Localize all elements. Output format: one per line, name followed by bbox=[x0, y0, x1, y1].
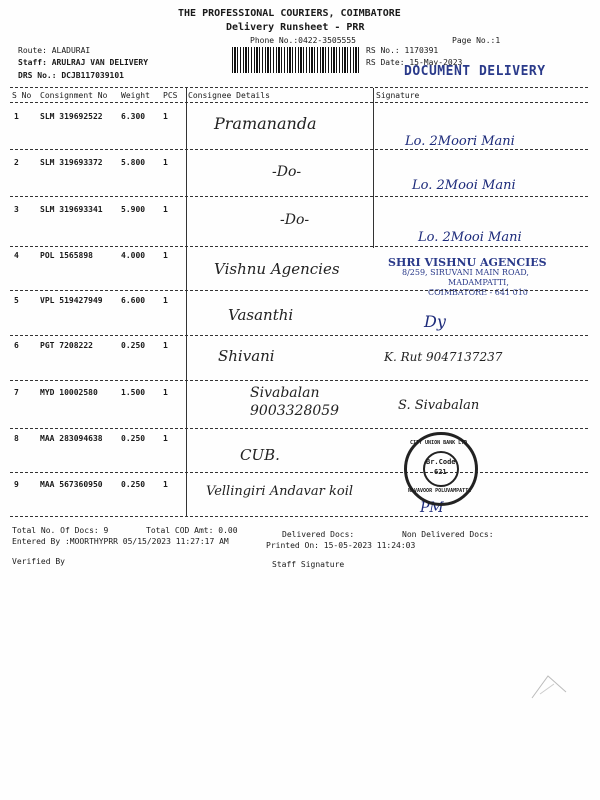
row-pcs: 1 bbox=[163, 434, 168, 443]
agency-stamp-address2: MADAMPATTI, bbox=[448, 278, 509, 287]
total-docs: Total No. Of Docs: 9 bbox=[12, 526, 109, 535]
rs-date: RS Date: 15-May-2023 bbox=[366, 58, 463, 67]
row-pcs: 1 bbox=[163, 388, 168, 397]
row-signature: K. Rut 9047137237 bbox=[384, 350, 503, 364]
total-cod: Total COD Amt: 0.00 bbox=[146, 526, 238, 535]
row-consignee: Vasanthi bbox=[228, 306, 294, 324]
row-pcs: 1 bbox=[163, 205, 168, 214]
phone-number: Phone No.:0422-3505555 bbox=[250, 36, 356, 45]
row-consignee: Vishnu Agencies bbox=[214, 260, 340, 278]
row-consignee: -Do- bbox=[280, 212, 310, 228]
row-consignment: MYD 10002580 bbox=[40, 388, 98, 397]
row-sno: 3 bbox=[14, 205, 19, 214]
row-signature: Lo. 2Moori Mani bbox=[405, 134, 515, 149]
row-weight: 6.300 bbox=[121, 112, 146, 121]
row-consignee: Pramananda bbox=[214, 114, 317, 133]
company-name: THE PROFESSIONAL COURIERS, COIMBATORE bbox=[178, 8, 401, 19]
printed-on: Printed On: 15-05-2023 11:24:03 bbox=[266, 541, 416, 550]
seal-bottom-text: NAVAVOOR POLUVAMPATTI bbox=[408, 488, 472, 494]
col-sno: S No bbox=[12, 91, 32, 100]
row-sno: 8 bbox=[14, 434, 19, 443]
drs-number: DRS No.: DCJB117039101 bbox=[18, 71, 124, 80]
row-weight: 6.600 bbox=[121, 296, 146, 305]
row-sno: 9 bbox=[14, 480, 19, 489]
seal-top-text: CITY UNION BANK LTD bbox=[410, 440, 468, 446]
col-consignee: Consignee Details bbox=[188, 91, 270, 100]
row-consignment: SLM 319693341 bbox=[40, 205, 103, 214]
row-pcs: 1 bbox=[163, 341, 168, 350]
route: Route: ALADURAI bbox=[18, 46, 91, 55]
row-weight: 0.250 bbox=[121, 434, 146, 443]
col-weight: Weight bbox=[121, 91, 150, 100]
row-consignment: SLM 319693372 bbox=[40, 158, 103, 167]
col-pcs: PCS bbox=[163, 91, 178, 100]
staff-signature: Staff Signature bbox=[272, 560, 345, 569]
col-consignment: Consignment No bbox=[40, 91, 108, 100]
row-signature: Lo. 2Mooi Mani bbox=[418, 230, 522, 245]
row-pcs: 1 bbox=[163, 112, 168, 121]
agency-stamp-address1: 8/259, SIRUVANI MAIN ROAD, bbox=[402, 268, 529, 277]
page-number: Page No.:1 bbox=[452, 36, 501, 45]
row-pcs: 1 bbox=[163, 296, 168, 305]
seal-branch-code: 621 bbox=[434, 468, 447, 476]
row-sno: 5 bbox=[14, 296, 19, 305]
row-consignment: POL 1565898 bbox=[40, 251, 93, 260]
row-pcs: 1 bbox=[163, 158, 168, 167]
row-signature: Lo. 2Mooi Mani bbox=[412, 178, 516, 193]
row-sno: 4 bbox=[14, 251, 19, 260]
row-consignee: Sivabalan 9003328059 bbox=[250, 385, 340, 419]
delivered-docs: Delivered Docs: bbox=[282, 530, 355, 539]
row-consignee: Vellingiri Andavar koil bbox=[206, 484, 354, 499]
row-consignee: -Do- bbox=[272, 164, 302, 180]
barcode bbox=[232, 47, 360, 73]
entered-by: Entered By :MOORTHYPRR 05/15/2023 11:27:17 AM bbox=[12, 537, 229, 546]
agency-stamp-name: SHRI VISHNU AGENCIES bbox=[388, 256, 547, 269]
row-consignment: SLM 319692522 bbox=[40, 112, 103, 121]
row-weight: 0.250 bbox=[121, 341, 146, 350]
rs-number: RS No.: 1170391 bbox=[366, 46, 439, 55]
row-signature: S. Sivabalan bbox=[398, 398, 480, 413]
staff: Staff: ARULRAJ VAN DELIVERY bbox=[18, 58, 149, 67]
verified-by: Verified By bbox=[12, 557, 65, 566]
seal-branch-label: Br.Code bbox=[426, 458, 456, 466]
row-sno: 7 bbox=[14, 388, 19, 397]
non-delivered-docs: Non Delivered Docs: bbox=[402, 530, 494, 539]
row-consignee: CUB. bbox=[240, 446, 280, 464]
row-signature: Dy bbox=[424, 312, 446, 331]
row-weight: 5.800 bbox=[121, 158, 146, 167]
row-signature: PM bbox=[420, 500, 444, 516]
row-consignment: VPL 519427949 bbox=[40, 296, 103, 305]
col-signature: Signature bbox=[376, 91, 420, 100]
scan-mark bbox=[530, 672, 570, 702]
row-sno: 1 bbox=[14, 112, 19, 121]
row-weight: 1.500 bbox=[121, 388, 146, 397]
row-pcs: 1 bbox=[163, 480, 168, 489]
row-sno: 6 bbox=[14, 341, 19, 350]
row-weight: 5.900 bbox=[121, 205, 146, 214]
row-sno: 2 bbox=[14, 158, 19, 167]
row-consignee: Shivani bbox=[218, 347, 275, 365]
document-delivery-stamp: DOCUMENT DELIVERY bbox=[404, 64, 546, 79]
row-weight: 4.000 bbox=[121, 251, 146, 260]
row-consignment: MAA 567360950 bbox=[40, 480, 103, 489]
row-consignment: PGT 7208222 bbox=[40, 341, 93, 350]
row-weight: 0.250 bbox=[121, 480, 146, 489]
row-pcs: 1 bbox=[163, 251, 168, 260]
row-consignment: MAA 283094638 bbox=[40, 434, 103, 443]
document-title: Delivery Runsheet - PRR bbox=[226, 22, 365, 33]
agency-stamp-address3: COIMBATORE - 641 010 bbox=[428, 288, 528, 297]
